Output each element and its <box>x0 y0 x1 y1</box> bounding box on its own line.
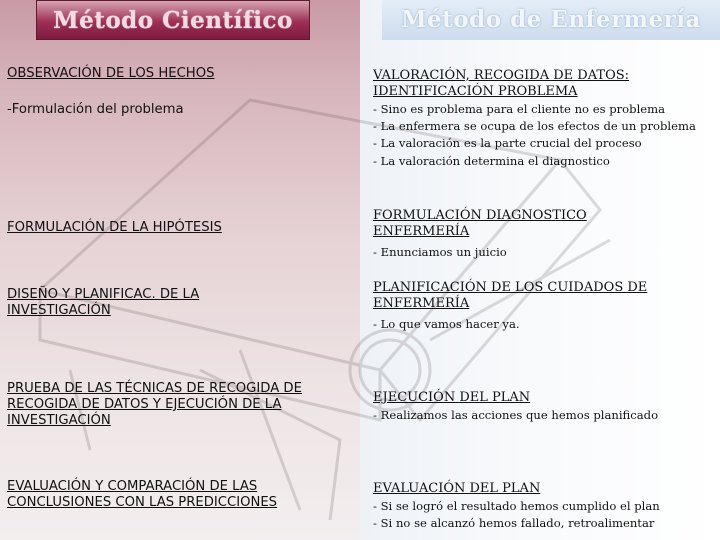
right-step-planning-details <box>373 316 713 333</box>
detail-line: - Realizamos las acciones que hemos planificado <box>373 408 659 422</box>
detail-line: - La valoración determina el diagnostico <box>373 153 610 168</box>
header-nursing-method: Método de Enfermería <box>382 0 720 40</box>
detail-line: - Si se logró el resultado hemos cumplido el plan <box>373 499 660 513</box>
header-scientific-method: Método Científico <box>36 0 310 40</box>
left-step-evaluation: EVALUACIÓN Y COMPARACIÓN DE LAS CONCLUSIONES CON LAS PREDICCIONES <box>7 479 278 510</box>
left-step-hypothesis: FORMULACIÓN DE LA HIPÓTESIS <box>7 220 222 235</box>
right-step-assessment-details <box>373 101 713 170</box>
detail-line: - Si no se alcanzó hemos fallado, retroalimentar <box>373 516 655 531</box>
detail-line: - Sino es problema para el cliente no es problema <box>373 102 666 116</box>
left-step-observation: OBSERVACIÓN DE LOS HECHOS <box>7 66 215 81</box>
right-step-evaluation-details <box>373 498 713 532</box>
detail-line: - La valoración es la parte crucial del proceso <box>373 136 642 151</box>
right-step-assessment-title: VALORACIÓN, RECOGIDA DE DATOS: IDENTIFICACIÓN PROBLEMA <box>373 68 630 99</box>
left-step-problem-formulation: -Formulación del problema <box>7 102 184 117</box>
detail-line: - Lo que vamos hacer ya. <box>373 317 520 331</box>
detail-line: - Enunciamos un juicio <box>373 245 507 259</box>
detail-line: - La enfermera se ocupa de los efectos de un problema <box>373 119 696 134</box>
right-step-diagnosis-title: FORMULACIÓN DIAGNOSTICO ENFERMERÍA <box>373 208 587 239</box>
left-step-research-design: DISEÑO Y PLANIFICAC. DE LA INVESTIGACIÓN <box>7 287 200 318</box>
left-step-data-collection: PRUEBA DE LAS TÉCNICAS DE RECOGIDA DE RECOGIDA DE DATOS Y EJECUCIÓN DE LA INVESTIGACIÓN <box>7 381 302 428</box>
right-step-execution-title: EJECUCIÓN DEL PLAN <box>373 390 531 405</box>
right-step-execution-details <box>373 407 713 424</box>
right-step-planning-title: PLANIFICACIÓN DE LOS CUIDADOS DE ENFERMERÍA <box>373 280 648 311</box>
right-step-diagnosis-details <box>373 244 713 261</box>
right-step-evaluation-title: EVALUACIÓN DEL PLAN <box>373 481 541 496</box>
